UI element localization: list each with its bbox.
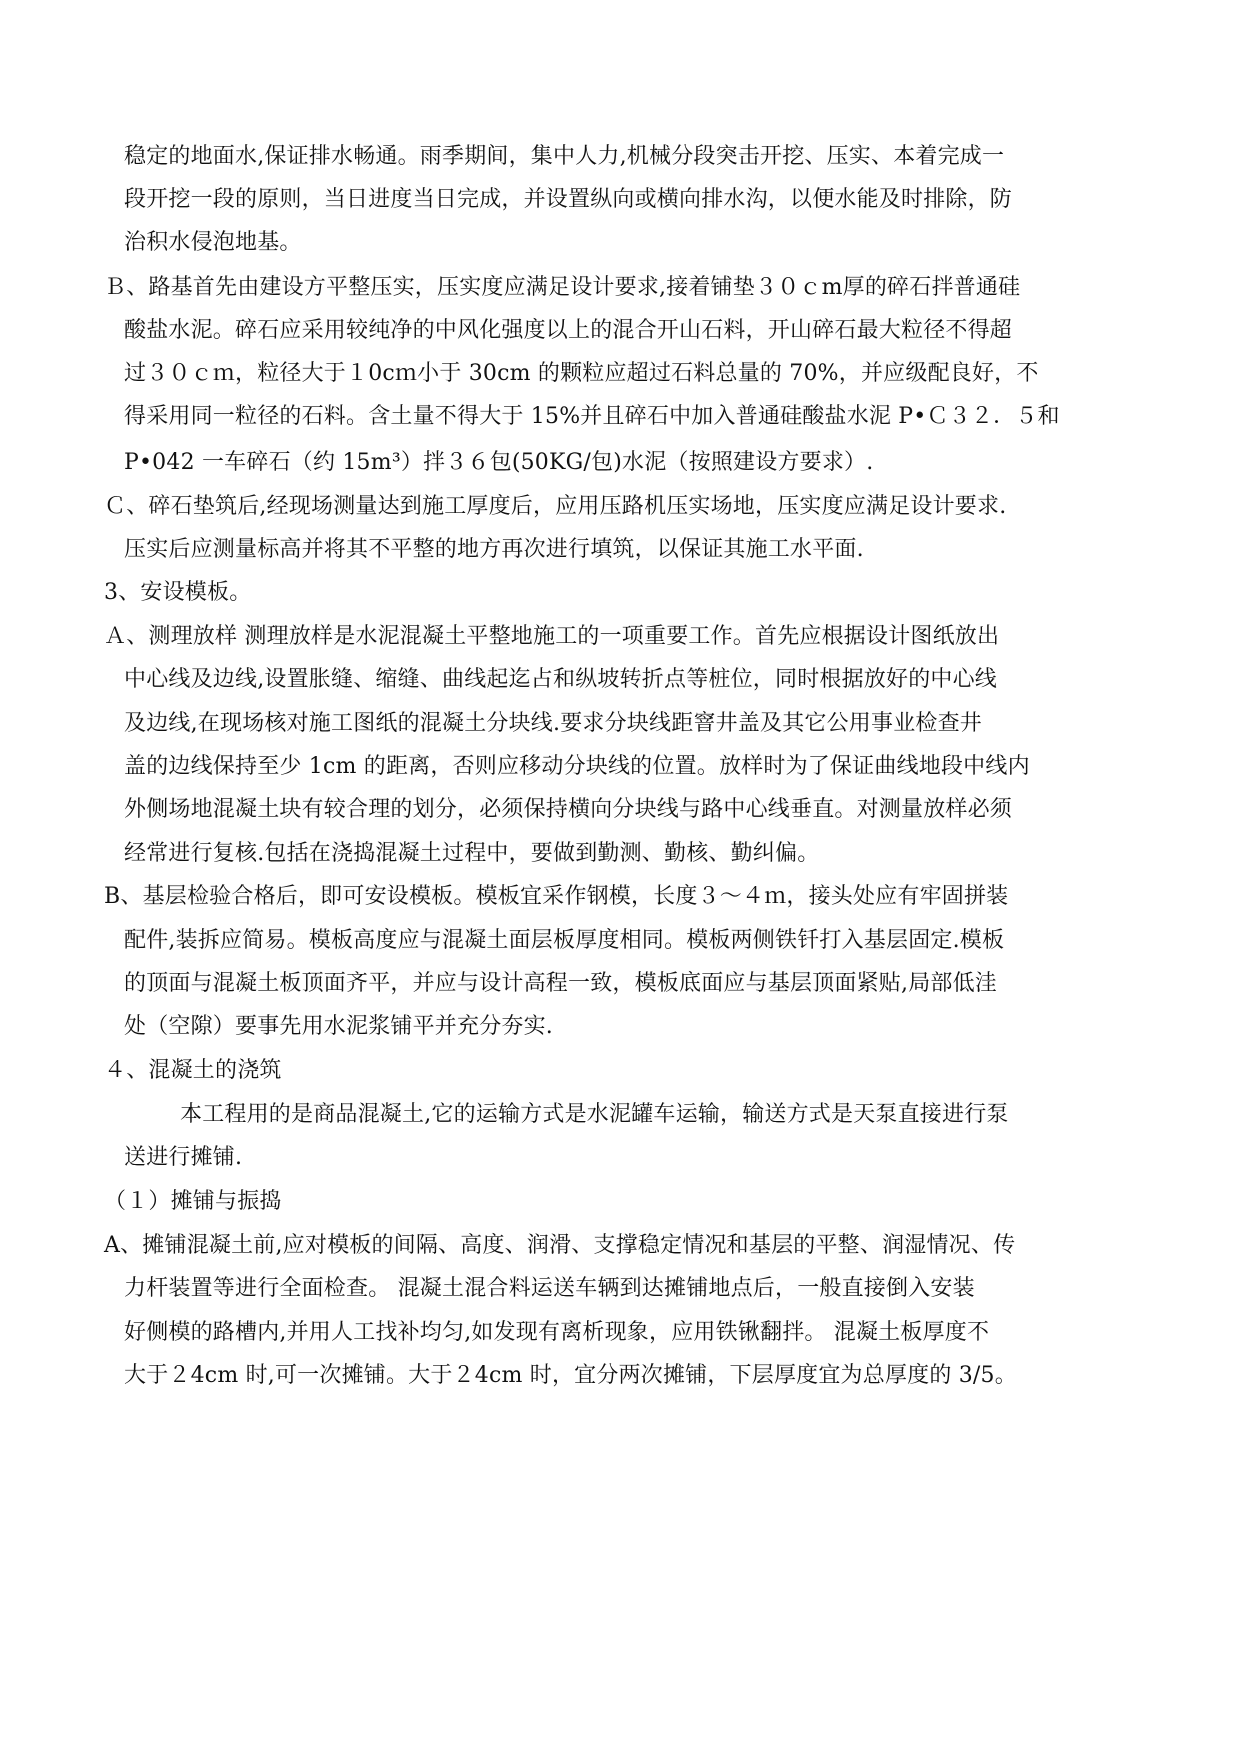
text-line: 酸盐水泥。碎石应采用较纯净的中风化强度以上的混合开山石料，开山碎石最大粒径不得超 <box>124 318 1013 343</box>
text-line: 好侧模的路槽内,并用人工找补均匀,如发现有离析现象，应用铁锹翻拌。 混凝土板厚度不 <box>124 1320 990 1345</box>
text-line: 中心线及边线,设置胀缝、缩缝、曲线起迄占和纵坡转折点等桩位，同时根据放好的中心线 <box>124 667 997 692</box>
text-line: 配件,装拆应简易。模板高度应与混凝土面层板厚度相同。模板两侧铁钎打入基层固定.模板 <box>124 928 1005 953</box>
text-line: 段开挖一段的原则，当日进度当日完成，并设置纵向或横向排水沟，以便水能及时排除，防 <box>124 187 1013 212</box>
text-line: Ｃ、碎石垫筑后,经现场测量达到施工厚度后，应用压路机压实场地，压实度应满足设计要求. <box>104 494 1007 519</box>
text-line: 力杆装置等进行全面检查。 混凝土混合料运送车辆到达摊铺地点后，一般直接倒入安装 <box>124 1276 975 1301</box>
text-line: B、基层检验合格后，即可安设模板。模板宜采作钢模，长度３～４ｍ，接头处应有牢固拼装 <box>104 884 1009 909</box>
text-line: Ａ、测理放样 测理放样是水泥混凝土平整地施工的一项重要工作。首先应根据设计图纸放出 <box>104 624 1000 649</box>
text-line: 及边线,在现场核对施工图纸的混凝土分块线.要求分块线距窨井盖及其它公用事业检查井 <box>124 711 982 736</box>
text-line: 的顶面与混凝土板顶面齐平，并应与设计高程一致，模板底面应与基层顶面紧贴,局部低洼 <box>124 971 997 996</box>
text-line: 盖的边线保持至少 1cm 的距离，否则应移动分块线的位置。放样时为了保证曲线地段中线内 <box>124 754 1030 779</box>
text-line: Ｂ、路基首先由建设方平整压实，压实度应满足设计要求,接着铺垫３０ｃm厚的碎石拌普通硅 <box>104 275 1021 300</box>
text-line: 过３０ｃｍ，粒径大于１0cｍ小于 30cm 的颗粒应超过石料总量的 70%，并应级配良好，不 <box>124 361 1039 386</box>
text-line: 外侧场地混凝土块有较合理的划分，必须保持横向分块线与路中心线垂直。对测量放样必须 <box>124 797 1013 822</box>
subsection-heading: （１）摊铺与振捣 <box>104 1189 282 1214</box>
text-line: 治积水侵泡地基。 <box>124 230 302 255</box>
text-line: P•042 一车碎石（约 15m³）拌３６包(50KG/包)水泥（按照建设方要求）. <box>124 450 874 475</box>
text-line: 稳定的地面水,保证排水畅通。雨季期间，集中人力,机械分段突击开挖、压实、本着完成一 <box>124 144 1005 169</box>
text-line: 大于２4cm 时,可一次摊铺。大于２4cm 时，宜分两次摊铺，下层厚度宜为总厚度的 3/5。 <box>124 1363 1017 1388</box>
text-line: 经常进行复核.包括在浇捣混凝土过程中，要做到勤测、勤核、勤纠偏。 <box>124 841 820 866</box>
text-line: 送进行摊铺. <box>124 1145 243 1170</box>
text-line: 本工程用的是商品混凝土,它的运输方式是水泥罐车运输，输送方式是天泵直接进行泵 <box>180 1102 1009 1127</box>
text-line: 得采用同一粒径的石料。含土量不得大于 15%并且碎石中加入普通硅酸盐水泥 P•Ｃ３２．５和 <box>124 404 1060 429</box>
text-line: A、摊铺混凝土前,应对模板的间隔、高度、润滑、支撑稳定情况和基层的平整、润湿情况、传 <box>104 1233 1016 1258</box>
section-heading: ４、混凝土的浇筑 <box>104 1058 282 1083</box>
section-heading: 3、安设模板。 <box>104 580 252 605</box>
text-line: 压实后应测量标高并将其不平整的地方再次进行填筑，以保证其施工水平面. <box>124 537 864 562</box>
text-line: 处（空隙）要事先用水泥浆铺平并充分夯实. <box>124 1014 553 1039</box>
